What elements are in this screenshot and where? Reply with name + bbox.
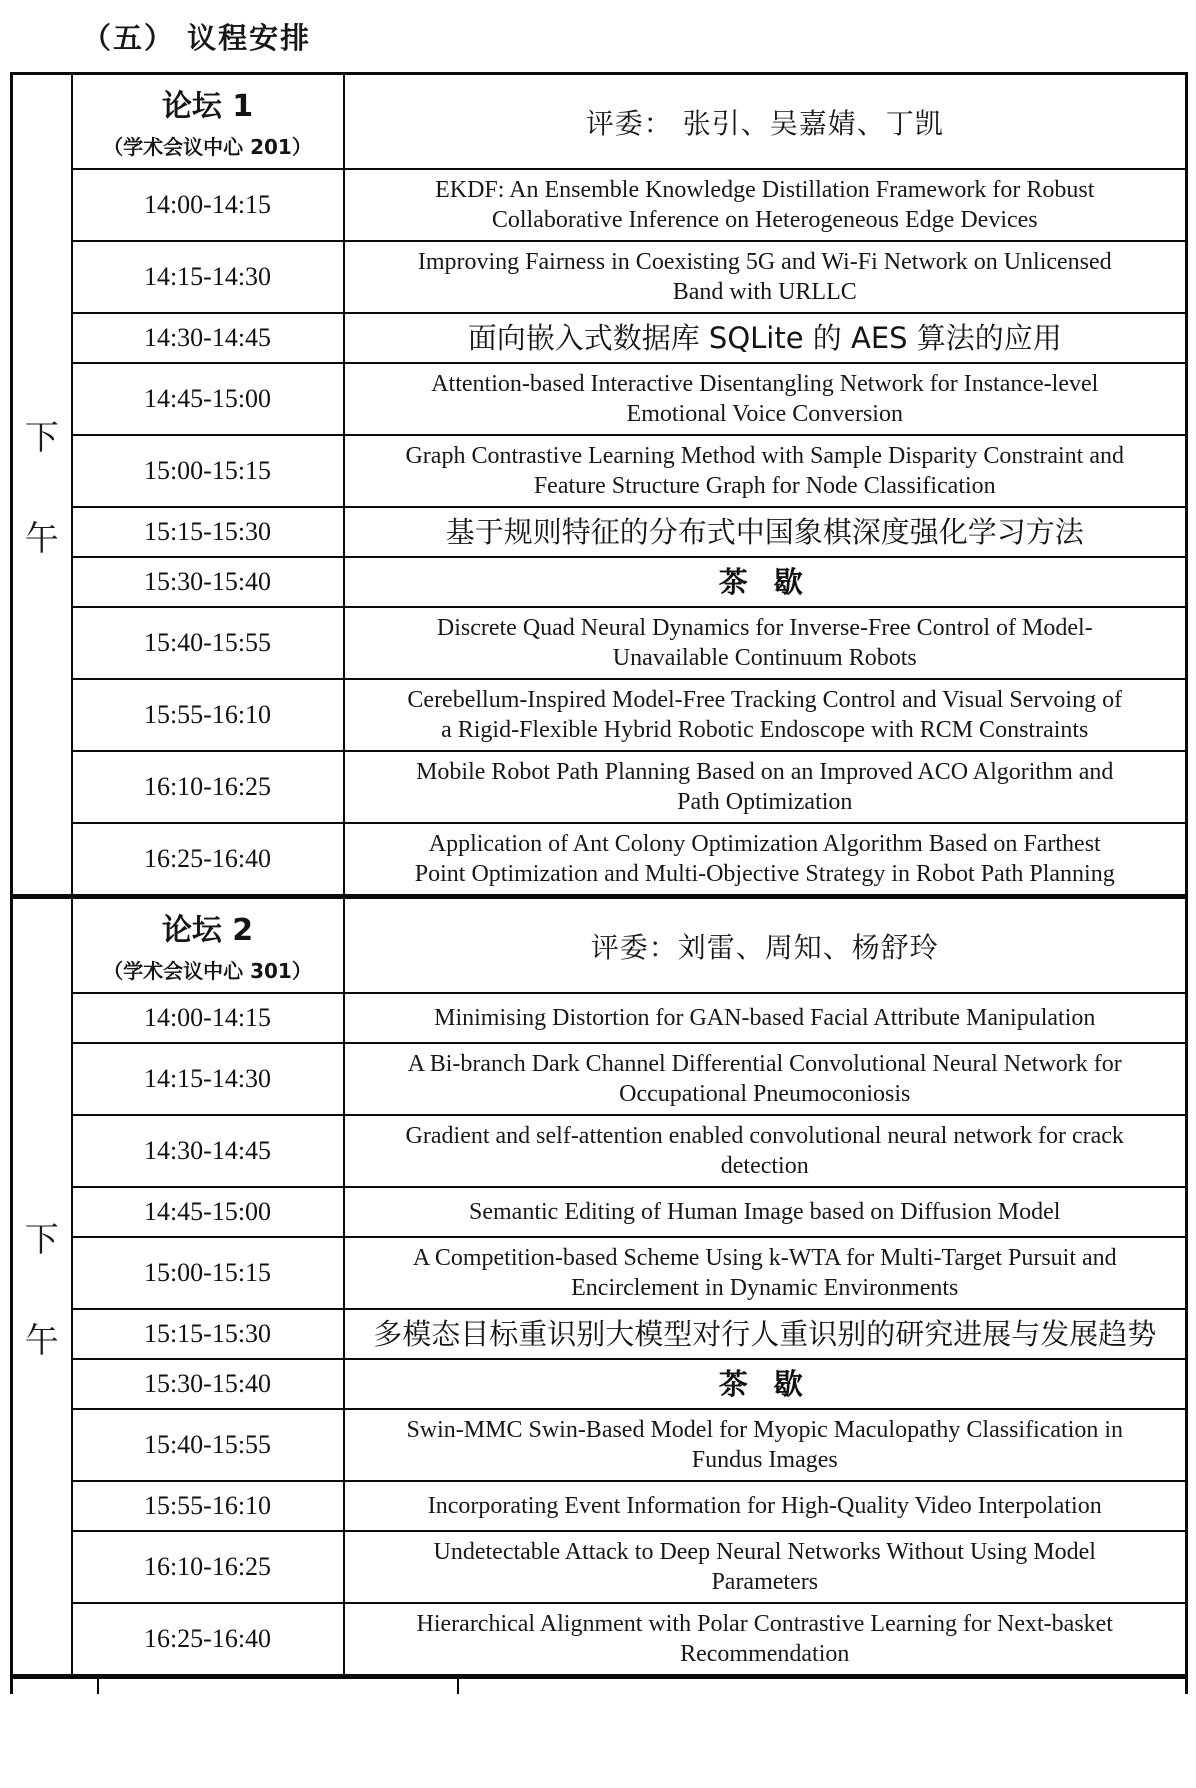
paper-title: Cerebellum-Inspired Model-Free Tracking Control and Visual Servoing of a Rigid-Flexible Hybrid Robotic Endoscope with RCM Constraints bbox=[344, 679, 1187, 751]
time-slot: 16:10-16:25 bbox=[72, 751, 344, 823]
agenda-row bbox=[12, 679, 1187, 751]
agenda-row bbox=[12, 1359, 1187, 1409]
paper-title: Hierarchical Alignment with Polar Contrastive Learning for Next-basket Recommendation bbox=[344, 1603, 1187, 1677]
paper-title: Improving Fairness in Coexisting 5G and Wi-Fi Network on Unlicensed Band with URLLC bbox=[344, 241, 1187, 313]
agenda-row bbox=[12, 1481, 1187, 1531]
period-char: 下 bbox=[24, 1221, 59, 1259]
forum-cell bbox=[72, 897, 344, 994]
paper-title: A Bi-branch Dark Channel Differential Convolutional Neural Network for Occupational Pneumoconiosis bbox=[344, 1043, 1187, 1115]
agenda-row bbox=[12, 507, 1187, 557]
paper-title: A Competition-based Scheme Using k-WTA for Multi-Target Pursuit and Encirclement in Dynamic Environments bbox=[344, 1237, 1187, 1309]
paper-title: Gradient and self-attention enabled convolutional neural network for crack detection bbox=[344, 1115, 1187, 1187]
paper-title: Swin-MMC Swin-Based Model for Myopic Maculopathy Classification in Fundus Images bbox=[344, 1409, 1187, 1481]
agenda-row bbox=[12, 557, 1187, 607]
time-slot: 15:15-15:30 bbox=[72, 1309, 344, 1359]
judges-cell: 评委：刘雷、周知、杨舒玲 bbox=[344, 897, 1187, 994]
time-slot: 15:40-15:55 bbox=[72, 607, 344, 679]
time-slot: 15:00-15:15 bbox=[72, 435, 344, 507]
time-slot: 16:10-16:25 bbox=[72, 1531, 344, 1603]
table-vertical-rule bbox=[457, 1679, 459, 1694]
break-label: 茶 歇 bbox=[344, 1359, 1187, 1409]
time-slot: 15:15-15:30 bbox=[72, 507, 344, 557]
agenda-row bbox=[12, 1309, 1187, 1359]
agenda-row bbox=[12, 435, 1187, 507]
paper-title: 多模态目标重识别大模型对行人重识别的研究进展与发展趋势 bbox=[344, 1309, 1187, 1359]
forum-venue: （学术会议中心 301） bbox=[103, 959, 312, 983]
agenda-row bbox=[12, 1187, 1187, 1237]
agenda-row bbox=[12, 607, 1187, 679]
agenda-row bbox=[12, 1531, 1187, 1603]
agenda-row bbox=[12, 1237, 1187, 1309]
forum-name: 论坛 1 bbox=[161, 89, 254, 124]
paper-title: 面向嵌入式数据库 SQLite 的 AES 算法的应用 bbox=[344, 313, 1187, 363]
agenda-row bbox=[12, 823, 1187, 897]
time-slot: 15:30-15:40 bbox=[72, 1359, 344, 1409]
paper-title: Semantic Editing of Human Image based on Diffusion Model bbox=[344, 1187, 1187, 1237]
paper-title: Undetectable Attack to Deep Neural Networks Without Using Model Parameters bbox=[344, 1531, 1187, 1603]
agenda-row bbox=[12, 1115, 1187, 1187]
paper-title: Application of Ant Colony Optimization Algorithm Based on Farthest Point Optimization and Multi-Objective Strategy in Robot Path Planning bbox=[344, 823, 1187, 897]
forum-cell bbox=[72, 74, 344, 170]
agenda-row bbox=[12, 241, 1187, 313]
paper-title: Mobile Robot Path Planning Based on an Improved ACO Algorithm and Path Optimization bbox=[344, 751, 1187, 823]
time-slot: 16:25-16:40 bbox=[72, 1603, 344, 1677]
agenda-row bbox=[12, 751, 1187, 823]
agenda-row bbox=[12, 1603, 1187, 1677]
forum-header-row bbox=[12, 897, 1187, 994]
agenda-row bbox=[12, 1043, 1187, 1115]
time-slot: 15:30-15:40 bbox=[72, 557, 344, 607]
agenda-table bbox=[10, 72, 1188, 1679]
paper-title: Incorporating Event Information for High-Quality Video Interpolation bbox=[344, 1481, 1187, 1531]
time-slot: 14:30-14:45 bbox=[72, 313, 344, 363]
forum-name: 论坛 2 bbox=[161, 913, 254, 948]
judges-cell: 评委： 张引、吴嘉婧、丁凯 bbox=[344, 74, 1187, 170]
paper-title: Discrete Quad Neural Dynamics for Inverse-Free Control of Model-Unavailable Continuum Robots bbox=[344, 607, 1187, 679]
period-cell-afternoon bbox=[12, 74, 72, 897]
time-slot: 14:30-14:45 bbox=[72, 1115, 344, 1187]
agenda-row bbox=[12, 313, 1187, 363]
paper-title: Attention-based Interactive Disentangling Network for Instance-level Emotional Voice Conversion bbox=[344, 363, 1187, 435]
time-slot: 14:45-15:00 bbox=[72, 363, 344, 435]
time-slot: 15:55-16:10 bbox=[72, 679, 344, 751]
time-slot: 14:15-14:30 bbox=[72, 241, 344, 313]
paper-title: Minimising Distortion for GAN-based Facial Attribute Manipulation bbox=[344, 993, 1187, 1043]
agenda-row bbox=[12, 1409, 1187, 1481]
time-slot: 15:40-15:55 bbox=[72, 1409, 344, 1481]
next-section-partial-row bbox=[10, 1679, 1188, 1694]
time-slot: 15:00-15:15 bbox=[72, 1237, 344, 1309]
table-vertical-rule bbox=[97, 1679, 99, 1694]
paper-title: Graph Contrastive Learning Method with Sample Disparity Constraint and Feature Structure Graph for Node Classification bbox=[344, 435, 1187, 507]
time-slot: 14:00-14:15 bbox=[72, 169, 344, 241]
time-slot: 14:00-14:15 bbox=[72, 993, 344, 1043]
break-label: 茶 歇 bbox=[344, 557, 1187, 607]
time-slot: 14:15-14:30 bbox=[72, 1043, 344, 1115]
time-slot: 14:45-15:00 bbox=[72, 1187, 344, 1237]
time-slot: 16:25-16:40 bbox=[72, 823, 344, 897]
period-char: 午 bbox=[24, 1322, 59, 1360]
forum-header-row bbox=[12, 74, 1187, 170]
agenda-row bbox=[12, 993, 1187, 1043]
page-title: （五） 议程安排 bbox=[82, 21, 312, 55]
period-char: 午 bbox=[24, 520, 59, 558]
paper-title: 基于规则特征的分布式中国象棋深度强化学习方法 bbox=[344, 507, 1187, 557]
agenda-row bbox=[12, 363, 1187, 435]
paper-title: EKDF: An Ensemble Knowledge Distillation Framework for Robust Collaborative Inference on Heterogeneous Edge Devices bbox=[344, 169, 1187, 241]
time-slot: 15:55-16:10 bbox=[72, 1481, 344, 1531]
agenda-row bbox=[12, 169, 1187, 241]
period-cell-afternoon bbox=[12, 897, 72, 1677]
forum-venue: （学术会议中心 201） bbox=[103, 135, 312, 159]
period-char: 下 bbox=[24, 419, 59, 457]
